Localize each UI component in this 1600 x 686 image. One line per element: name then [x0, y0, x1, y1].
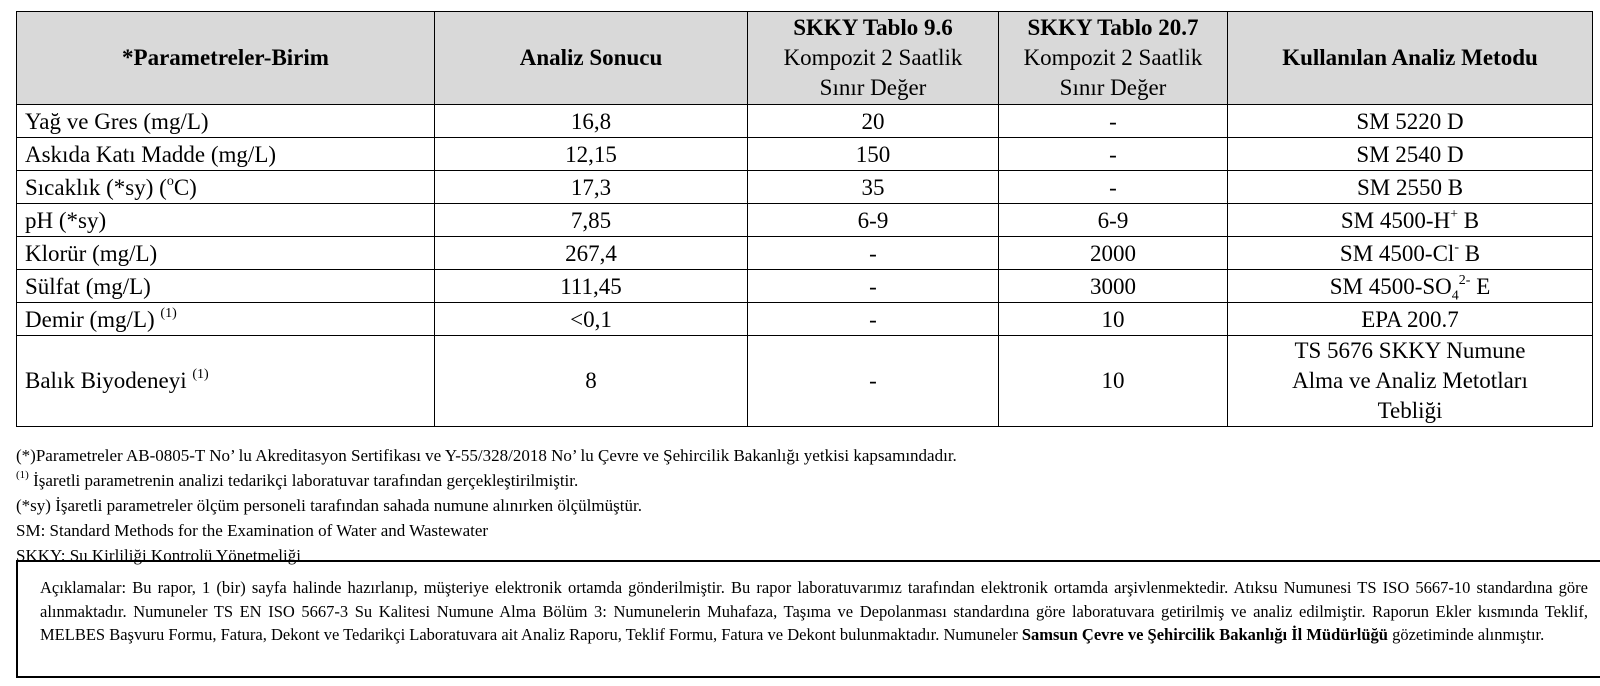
result-cell: 12,15 [435, 138, 748, 171]
table-row [17, 237, 1593, 270]
result-cell: 267,4 [435, 237, 748, 270]
table-row [17, 171, 1593, 204]
result-cell: 7,85 [435, 204, 748, 237]
method-cell: EPA 200.7 [1228, 303, 1593, 336]
note-accreditation: (*)Parametreler AB-0805-T No’ lu Akreditasyon Sertifikası ve Y-55/328/2018 No’ lu Çevre ve Şehircilik Bakanlığı yetkisi kapsamındadır. [16, 446, 957, 465]
header-row [17, 12, 1593, 105]
header-limit-20-7 [999, 12, 1228, 105]
table-row [17, 105, 1593, 138]
header-limit-9-6-sub2: Sınır Değer [819, 75, 927, 100]
header-limit-9-6-sub1: Kompozit 2 Saatlik [783, 45, 963, 70]
result-cell: 16,8 [435, 105, 748, 138]
limit-9-6-cell: - [748, 270, 999, 303]
analysis-results-table [16, 11, 1593, 427]
method-cell: SM 4500-Cl- B [1228, 237, 1593, 270]
header-limit-9-6 [748, 12, 999, 105]
table-row [17, 138, 1593, 171]
limit-20-7-cell: 3000 [999, 270, 1228, 303]
method-cell: SM 2550 B [1228, 171, 1593, 204]
param-cell: Yağ ve Gres (mg/L) [17, 105, 435, 138]
method-cell: SM 5220 D [1228, 105, 1593, 138]
method-cell: SM 4500-H+ B [1228, 204, 1593, 237]
description-box [16, 560, 1600, 678]
limit-9-6-cell: - [748, 303, 999, 336]
limit-9-6-cell: 35 [748, 171, 999, 204]
limit-9-6-cell: 150 [748, 138, 999, 171]
table-row [17, 336, 1593, 427]
param-cell: Klorür (mg/L) [17, 237, 435, 270]
result-cell: 8 [435, 336, 748, 427]
limit-9-6-cell: - [748, 336, 999, 427]
description-end: gözetiminde alınmıştır. [1387, 625, 1545, 644]
limit-20-7-cell: 10 [999, 336, 1228, 427]
param-cell: Demir (mg/L) $^{(1)}$ [17, 303, 435, 336]
note-supplier: $^{(1)}$ İşaretli parametrenin analizi tedarikçi laboratuvar tarafından gerçekleştirilmiştir. [16, 469, 579, 490]
param-cell: Sülfat (mg/L) [17, 270, 435, 303]
param-cell: Balık Biyodeneyi $^{(1)}$ [17, 336, 435, 427]
footnotes [16, 443, 1576, 568]
limit-20-7-cell: 6-9 [999, 204, 1228, 237]
table-row [17, 270, 1593, 303]
header-parameter: *Parametreler-Birim [17, 12, 435, 105]
limit-9-6-cell: - [748, 237, 999, 270]
header-method: Kullanılan Analiz Metodu [1228, 12, 1593, 105]
header-limit-9-6-title: SKKY Tablo 9.6 [793, 15, 953, 40]
method-cell: TS 5676 SKKY Numune Alma ve Analiz Metotları Tebliği [1228, 336, 1593, 427]
result-cell: 111,45 [435, 270, 748, 303]
description-text: Açıklamalar: Bu rapor, 1 (bir) sayfa halinde hazırlanıp, müşteriye elektronik ortamda gönderilmiştir. Bu rapor laboratuvarımız tarafından elektronik ortamda arşivlenmektedir. Atıksu Numunesi TS ISO 5667-10 standardına göre alınmaktadır. Numuneler TS EN ISO 5667-3 Su Kalitesi Numune Alma Bölüm 3: Numunelerin Muhafaza, Taşıma ve Depolanması standardına göre laboratuvara getirilmiş ve analiz edilmiştir. Raporun Ekler kısmında Teklif, MELBES Başvuru Formu, Fatura, Dekont ve Tedarikçi Laboratuvara ait Analiz Raporu, Teklif Formu, Fatura ve Dekont bulunmaktadır. Numuneler [40, 578, 1588, 644]
header-limit-20-7-sub2: Sınır Değer [1059, 75, 1167, 100]
result-cell: <0,1 [435, 303, 748, 336]
header-limit-20-7-title: SKKY Tablo 20.7 [1027, 15, 1199, 40]
header-result: Analiz Sonucu [435, 12, 748, 105]
param-cell: Askıda Katı Madde (mg/L) [17, 138, 435, 171]
param-cell: pH (*sy) [17, 204, 435, 237]
limit-20-7-cell: - [999, 138, 1228, 171]
note-skky: SKKY: Su Kirliliği Kontrolü Yönetmeliği [16, 546, 301, 565]
result-cell: 17,3 [435, 171, 748, 204]
limit-9-6-cell: 20 [748, 105, 999, 138]
method-cell: SM $4500-SO_4^{2-}$ E [1228, 270, 1593, 303]
method-cell: SM 2540 D [1228, 138, 1593, 171]
description-authority: Samsun Çevre ve Şehircilik Bakanlığı İl Müdürlüğü [1021, 625, 1388, 644]
param-cell: Sıcaklık (*sy) ($^o$C) [17, 171, 435, 204]
limit-20-7-cell: - [999, 171, 1228, 204]
limit-20-7-cell: - [999, 105, 1228, 138]
table-row [17, 204, 1593, 237]
limit-9-6-cell: 6-9 [748, 204, 999, 237]
table-row [17, 303, 1593, 336]
note-sm: SM: Standard Methods for the Examination of Water and Wastewater [16, 521, 489, 540]
header-limit-20-7-sub1: Kompozit 2 Saatlik [1023, 45, 1203, 70]
limit-20-7-cell: 2000 [999, 237, 1228, 270]
note-field-measurement: (*sy) İşaretli parametreler ölçüm personeli tarafından sahada numune alınırken ölçülmüştür. [16, 496, 642, 515]
limit-20-7-cell: 10 [999, 303, 1228, 336]
